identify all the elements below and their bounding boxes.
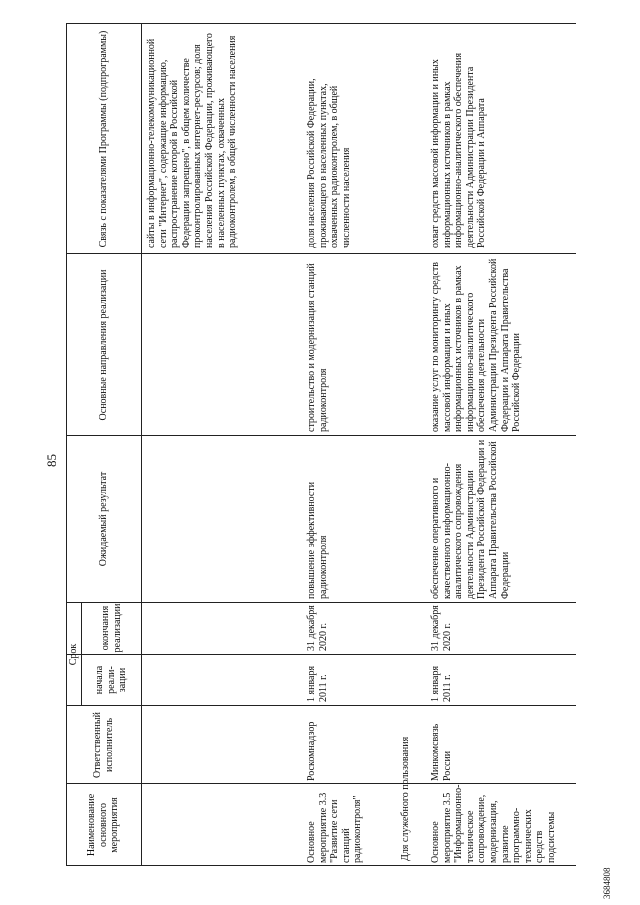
row-3-5-name: Основное мероприятие 3.5 "Информационно-техническое сопровождение, модернизация, развитие программно-технических средств подсистемы bbox=[430, 784, 557, 863]
document-code: 3684808 bbox=[602, 867, 612, 899]
header-term-start: начала реали-зации bbox=[94, 665, 129, 695]
row-3-5-link: охват средств массовой информации и иных информационных источников в рамках информационно-аналитического обеспечения деятельности Администрации Президента Российской Федерации и Аппарата bbox=[430, 52, 488, 248]
header-link: Связь с показателями Программы (подпрограммы) bbox=[97, 30, 109, 248]
row-3-3-end: 31 декабря 2020 г. bbox=[306, 605, 329, 651]
row-3-5-result: обеспечение оперативного и качественного информационно-аналитического сопровождения деятельности Администрации Президента Российской Федерации и Аппарата Правительства Российской Федерации bbox=[430, 439, 511, 599]
row-3-3-name: Основное мероприятие 3.3 "Развитие сети станций радиоконтроля" bbox=[306, 792, 364, 863]
row-3-5-end: 31 декабря 2020 г. bbox=[430, 605, 453, 651]
row-3-3-executor: Роскомнадзор bbox=[306, 721, 317, 781]
row-3-5-executor: Минкомсвязь России bbox=[430, 723, 453, 781]
row-3-5-start: 1 января 2011 г. bbox=[430, 665, 453, 702]
header-directions: Основные направления реализации bbox=[97, 269, 109, 421]
header-name: Наименование основного мероприятия bbox=[86, 793, 121, 857]
top-row-link: сайты в информационно-телекоммуникационной сети "Интернет", содержащие информацию, распространение которой в Российской Федерации запрещено", в общем количестве проконтролированных интернет-ресурсов; доля населения Российской Федерации, проживающего в населенных пунктах, охваченных радиоконтролем, в общей численности населения bbox=[146, 33, 239, 248]
section-label: Для служебного пользования bbox=[400, 736, 411, 861]
row-3-3-result: повышение эффективности радиоконтроля bbox=[306, 481, 329, 599]
page-number: 85 bbox=[44, 454, 59, 467]
header-executor: Ответственный исполнитель bbox=[91, 712, 115, 778]
row-3-3-link: доля населения Российской Федерации, проживающего в населенных пунктах, охваченных радиоконтролем, в общей численности населения bbox=[306, 78, 352, 248]
header-result: Ожидаемый результат bbox=[97, 471, 109, 567]
row-3-3-start: 1 января 2011 г. bbox=[306, 665, 329, 702]
header-term-end: окончания реализации bbox=[99, 603, 123, 653]
program-table bbox=[66, 24, 576, 866]
row-3-5-directions: оказание услуг по мониторингу средств массовой информации и иных информационных источников в рамках информационно-аналитического обеспечения деятельности Администрации Президента Российской Федерации и Аппарата Правительства Российской Федерации bbox=[430, 258, 523, 432]
row-3-3-directions: строительство и модернизация станций радиоконтроля bbox=[306, 263, 329, 432]
start-col-line bbox=[66, 654, 576, 655]
header-term: Срок bbox=[68, 643, 79, 666]
